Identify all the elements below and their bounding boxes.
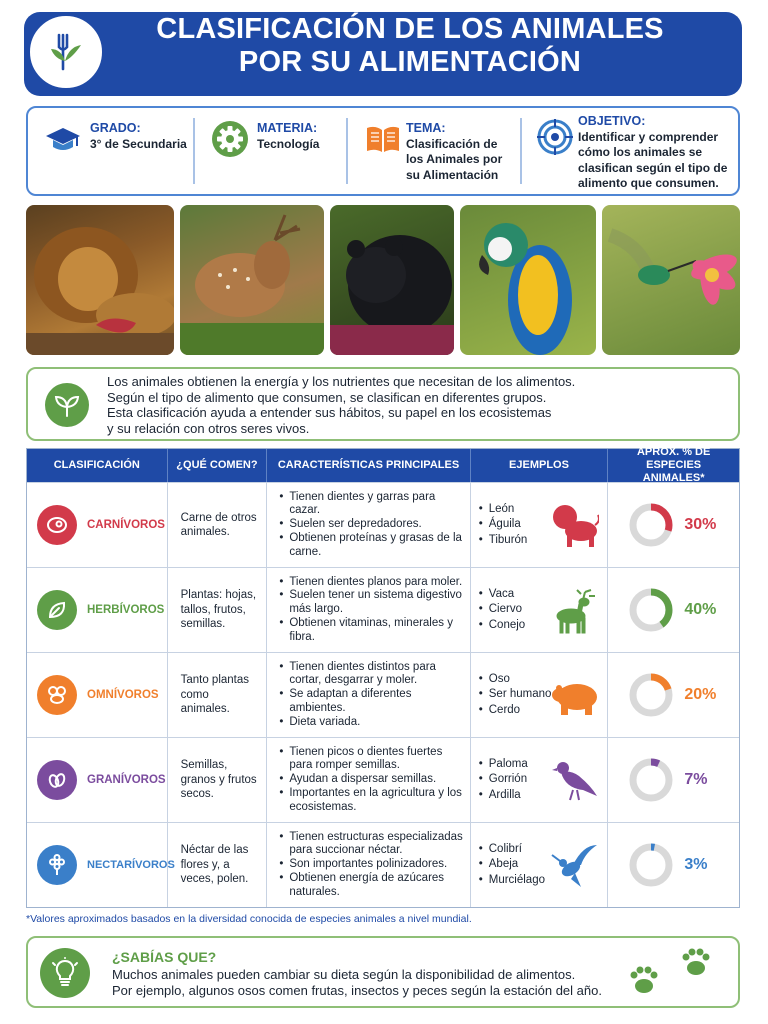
header-characteristics: CARACTERÍSTICAS PRINCIPALES — [267, 449, 470, 482]
class-name: GRANÍVOROS — [87, 774, 166, 786]
info-topic — [346, 108, 520, 194]
info-label: OBJETIVO: — [578, 114, 646, 128]
list-item: • Tiburón — [479, 533, 528, 549]
hummingbird-icon — [551, 843, 599, 889]
leaves-icon — [45, 383, 89, 427]
flower-icon — [37, 845, 77, 885]
did-you-know-box — [26, 936, 740, 1008]
lion-icon — [551, 503, 599, 549]
list-item: • Ciervo — [479, 602, 525, 618]
class-name: NECTARÍVOROS — [87, 859, 175, 871]
intro-line: Los animales obtienen la energía y los nutrientes que necesitan de los alimentos. — [107, 374, 576, 389]
header-examples: EJEMPLOS — [471, 449, 609, 482]
bear-icon — [551, 673, 599, 719]
list-item: • Tienen dientes y garras para cazar. — [277, 491, 463, 519]
title-line-1: CLASIFICACIÓN DE LOS ANIMALES — [156, 13, 664, 45]
did-you-know-line: Muchos animales pueden cambiar su dieta según la disponibilidad de alimentos. — [112, 967, 576, 982]
percent-value: 30% — [684, 516, 717, 533]
title-line-2: POR SU ALIMENTACIÓN — [238, 46, 582, 78]
paw-prints-icon — [624, 946, 720, 1002]
characteristics-list — [277, 823, 463, 907]
percent-donut — [628, 672, 674, 718]
logo — [26, 12, 106, 92]
info-grade — [28, 108, 193, 194]
table-row — [27, 567, 739, 652]
bird-icon — [551, 758, 599, 804]
list-item: • Águila — [479, 517, 528, 533]
graduation-cap-icon — [44, 122, 82, 160]
list-item: • Importantes en la agricultura y los ecosistemas. — [277, 787, 463, 815]
fork-leaf-icon — [43, 29, 89, 75]
classification-table — [26, 448, 740, 908]
info-box — [26, 106, 740, 196]
hummingbird-photo — [602, 205, 740, 355]
list-item: • Tienen dientes planos para moler. — [277, 576, 463, 590]
bear-photo — [330, 205, 454, 355]
intro-line: Esta clasificación ayuda a entender sus hábitos, su papel en los ecosistemas — [107, 405, 552, 421]
list-item: • Suelen ser depredadores. — [277, 518, 463, 532]
percent-value: 7% — [684, 771, 708, 788]
examples-list — [479, 738, 528, 822]
did-you-know-line: Por ejemplo, algunos osos comen frutas, insectos y peces según la estación del año. — [112, 983, 602, 998]
list-item: • Ayudan a dispersar semillas. — [277, 773, 463, 787]
list-item: • Murciélago — [479, 873, 545, 889]
list-item: • Ser humano — [479, 687, 552, 703]
list-item: • Cerdo — [479, 703, 552, 719]
info-objective — [520, 108, 738, 194]
examples-list — [479, 823, 545, 907]
percent-donut — [628, 757, 674, 803]
percent-donut — [628, 842, 674, 888]
percent-value: 3% — [684, 856, 708, 873]
percent-value: 40% — [684, 601, 717, 618]
list-item: • Tienen picos o dientes fuertes para romper semillas. — [277, 746, 463, 774]
what-they-eat: Plantas: hojas, tallos, frutos, semillas. — [180, 589, 257, 631]
list-item: • Abeja — [479, 857, 545, 873]
percent-donut — [628, 587, 674, 633]
list-item: • León — [479, 502, 528, 518]
table-header — [27, 446, 739, 484]
list-item: • Paloma — [479, 757, 528, 773]
footnote: *Valores aproximados basados en la diversidad conocida de especies animales a nivel mundial. — [26, 913, 472, 925]
list-item: • Oso — [479, 672, 552, 688]
macaw-photo — [460, 205, 596, 355]
list-item: • Dieta variada. — [277, 716, 463, 730]
meat-icon — [37, 505, 77, 545]
leaf-icon — [37, 590, 77, 630]
target-icon — [536, 118, 574, 156]
list-item: • Obtienen proteínas y grasas de la carne. — [277, 532, 463, 560]
intro-line: Según el tipo de alimento que consumen, se clasifican en diferentes grupos. — [107, 389, 547, 405]
mixed-food-icon — [37, 675, 77, 715]
intro-text — [107, 374, 727, 436]
what-they-eat: Tanto plantas como animales. — [180, 674, 250, 716]
class-name: HERBÍVOROS — [87, 604, 165, 616]
list-item: • Suelen tener un sistema digestivo más largo. — [277, 589, 463, 617]
lightbulb-icon — [40, 948, 90, 998]
percent-donut — [628, 502, 674, 548]
what-they-eat: Néctar de las flores y, a veces, polen. — [180, 844, 249, 886]
list-item: • Gorrión — [479, 772, 528, 788]
characteristics-list — [277, 653, 463, 737]
list-item: • Ardilla — [479, 788, 528, 804]
did-you-know-text — [112, 967, 602, 999]
info-value: Clasificación de los Animales por su Alimentación — [406, 136, 503, 182]
info-label: MATERIA: — [257, 121, 318, 135]
info-value: 3° de Secundaria — [90, 136, 187, 151]
info-value: Tecnología — [257, 136, 320, 151]
header-percent: APROX. % DE ESPECIES ANIMALES* — [636, 446, 711, 484]
class-name: OMNÍVOROS — [87, 689, 159, 701]
table-row — [27, 737, 739, 822]
list-item: • Obtienen energía de azúcares naturales. — [277, 872, 463, 900]
list-item: • Colibrí — [479, 842, 545, 858]
class-name: CARNÍVOROS — [87, 519, 165, 531]
deer-icon — [551, 588, 599, 634]
did-you-know-title: ¿SABÍAS QUE? — [112, 949, 217, 965]
percent-value: 20% — [684, 686, 717, 703]
list-item: • Se adaptan a diferentes ambientes. — [277, 688, 463, 716]
gear-icon — [211, 120, 249, 158]
intro-line: y su relación con otros seres vivos. — [107, 420, 310, 436]
info-label: GRADO: — [90, 121, 141, 135]
table-row — [27, 822, 739, 907]
characteristics-list — [277, 568, 463, 652]
intro-box — [26, 367, 740, 441]
table-row — [27, 652, 739, 737]
characteristics-list — [277, 483, 463, 567]
book-icon — [364, 120, 402, 158]
header-what: ¿QUÉ COMEN? — [168, 449, 268, 482]
deer-photo — [180, 205, 324, 355]
info-subject — [193, 108, 346, 194]
page-title — [110, 8, 710, 84]
info-value: Identificar y comprender cómo los animales se clasifican según el tipo de alimento que consumen. — [578, 129, 728, 190]
characteristics-list — [277, 738, 463, 822]
list-item: • Obtienen vitaminas, minerales y fibra. — [277, 617, 463, 645]
list-item: • Vaca — [479, 587, 525, 603]
header-classification: CLASIFICACIÓN — [27, 449, 168, 482]
examples-list — [479, 483, 528, 567]
list-item: • Tienen dientes distintos para cortar, desgarrar y moler. — [277, 661, 463, 689]
list-item: • Son importantes polinizadores. — [277, 858, 463, 872]
table-row — [27, 482, 739, 567]
info-label: TEMA: — [406, 121, 446, 135]
list-item: • Conejo — [479, 618, 525, 634]
what-they-eat: Carne de otros animales. — [180, 511, 257, 538]
examples-list — [479, 653, 552, 737]
list-item: • Tienen estructuras especializadas para succionar néctar. — [277, 831, 463, 859]
seed-icon — [37, 760, 77, 800]
lion-photo — [26, 205, 174, 355]
what-they-eat: Semillas, granos y frutos secos. — [180, 759, 257, 801]
examples-list — [479, 568, 525, 652]
